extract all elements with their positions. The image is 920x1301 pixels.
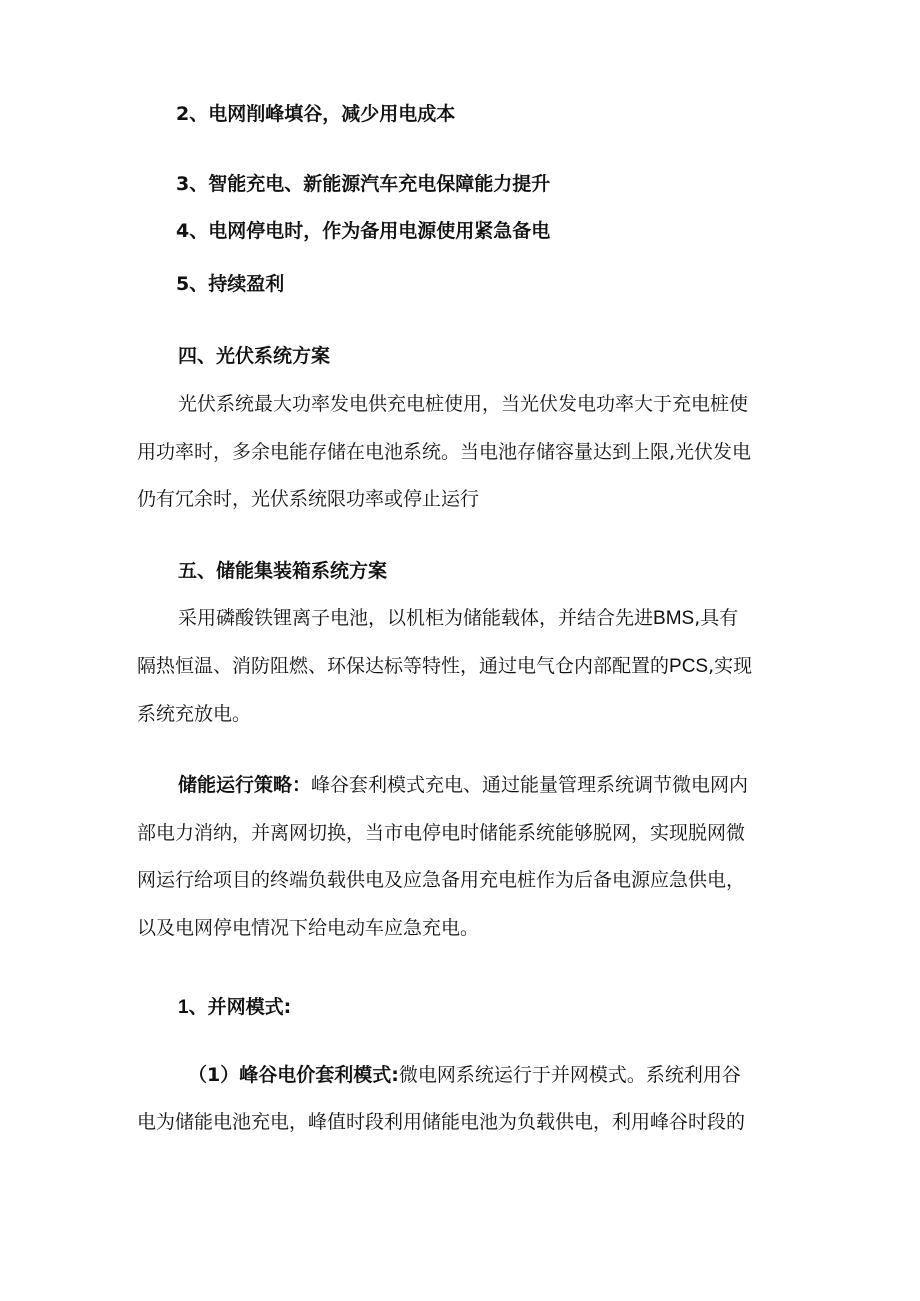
- paragraph-line: 用功率时，多余电能存储在电池系统。当电池存储容量达到上限,光伏发电: [137, 441, 752, 463]
- section-heading: 五、储能集装箱系统方案: [178, 560, 388, 582]
- list-item: 2、电网削峰填谷，减少用电成本: [176, 103, 456, 125]
- text-run: 峰谷套利模式充电、通过能量管理系统调节微电网内: [311, 774, 749, 796]
- section-heading: 四、光伏系统方案: [178, 345, 331, 367]
- paragraph-line: [178, 606, 738, 631]
- paragraph-line: [188, 1063, 741, 1087]
- paragraph-line: 以及电网停电情况下给电动车应急充电。: [137, 917, 480, 939]
- item-number: （1）: [188, 1064, 240, 1086]
- mode-label: 峰谷电价套利模式:: [239, 1064, 399, 1086]
- list-item: 4、电网停电时，作为备用电源使用紧急备电: [176, 220, 551, 242]
- term-pcs: PCS: [669, 656, 709, 677]
- paragraph-line: 光伏系统最大功率发电供充电桩使用，当光伏发电功率大于充电桩使: [178, 393, 749, 415]
- text-run: 隔热恒温、消防阻燃、环保达标等特性，通过电气仓内部配置的: [137, 655, 670, 677]
- heading-text: 、并网模式:: [188, 996, 292, 1018]
- paragraph-line: [137, 654, 752, 679]
- paragraph-line: 网运行给项目的终端负载供电及应急备用充电桩作为后备电源应急供电，: [137, 869, 746, 891]
- list-item: 3、智能充电、新能源汽车充电保障能力提升: [176, 173, 551, 195]
- paragraph-line: 仍有冗余时，光伏系统限功率或停止运行: [137, 488, 480, 510]
- paragraph-line: 系统充放电。: [137, 703, 252, 725]
- text-run: 微电网系统运行于并网模式。系统利用谷: [398, 1064, 741, 1086]
- text-run: 采用磷酸铁锂离子电池，以机柜为储能载体，并结合先进: [178, 607, 654, 629]
- text-run: ,具有: [694, 607, 739, 629]
- paragraph-line: 部电力消纳，并离网切换，当市电停电时储能系统能够脱网，实现脱网微: [137, 822, 746, 844]
- paragraph-line: 电为储能电池充电，峰值时段利用储能电池为负载供电，利用峰谷时段的: [137, 1111, 746, 1133]
- list-item: 5、持续盈利: [176, 273, 285, 295]
- term-bms: BMS: [653, 608, 695, 629]
- strategy-label: 储能运行策略：: [178, 774, 312, 796]
- heading-number: 1: [178, 997, 189, 1018]
- paragraph-line: [178, 773, 748, 797]
- text-run: ,实现: [708, 655, 753, 677]
- subsection-heading: [178, 995, 291, 1020]
